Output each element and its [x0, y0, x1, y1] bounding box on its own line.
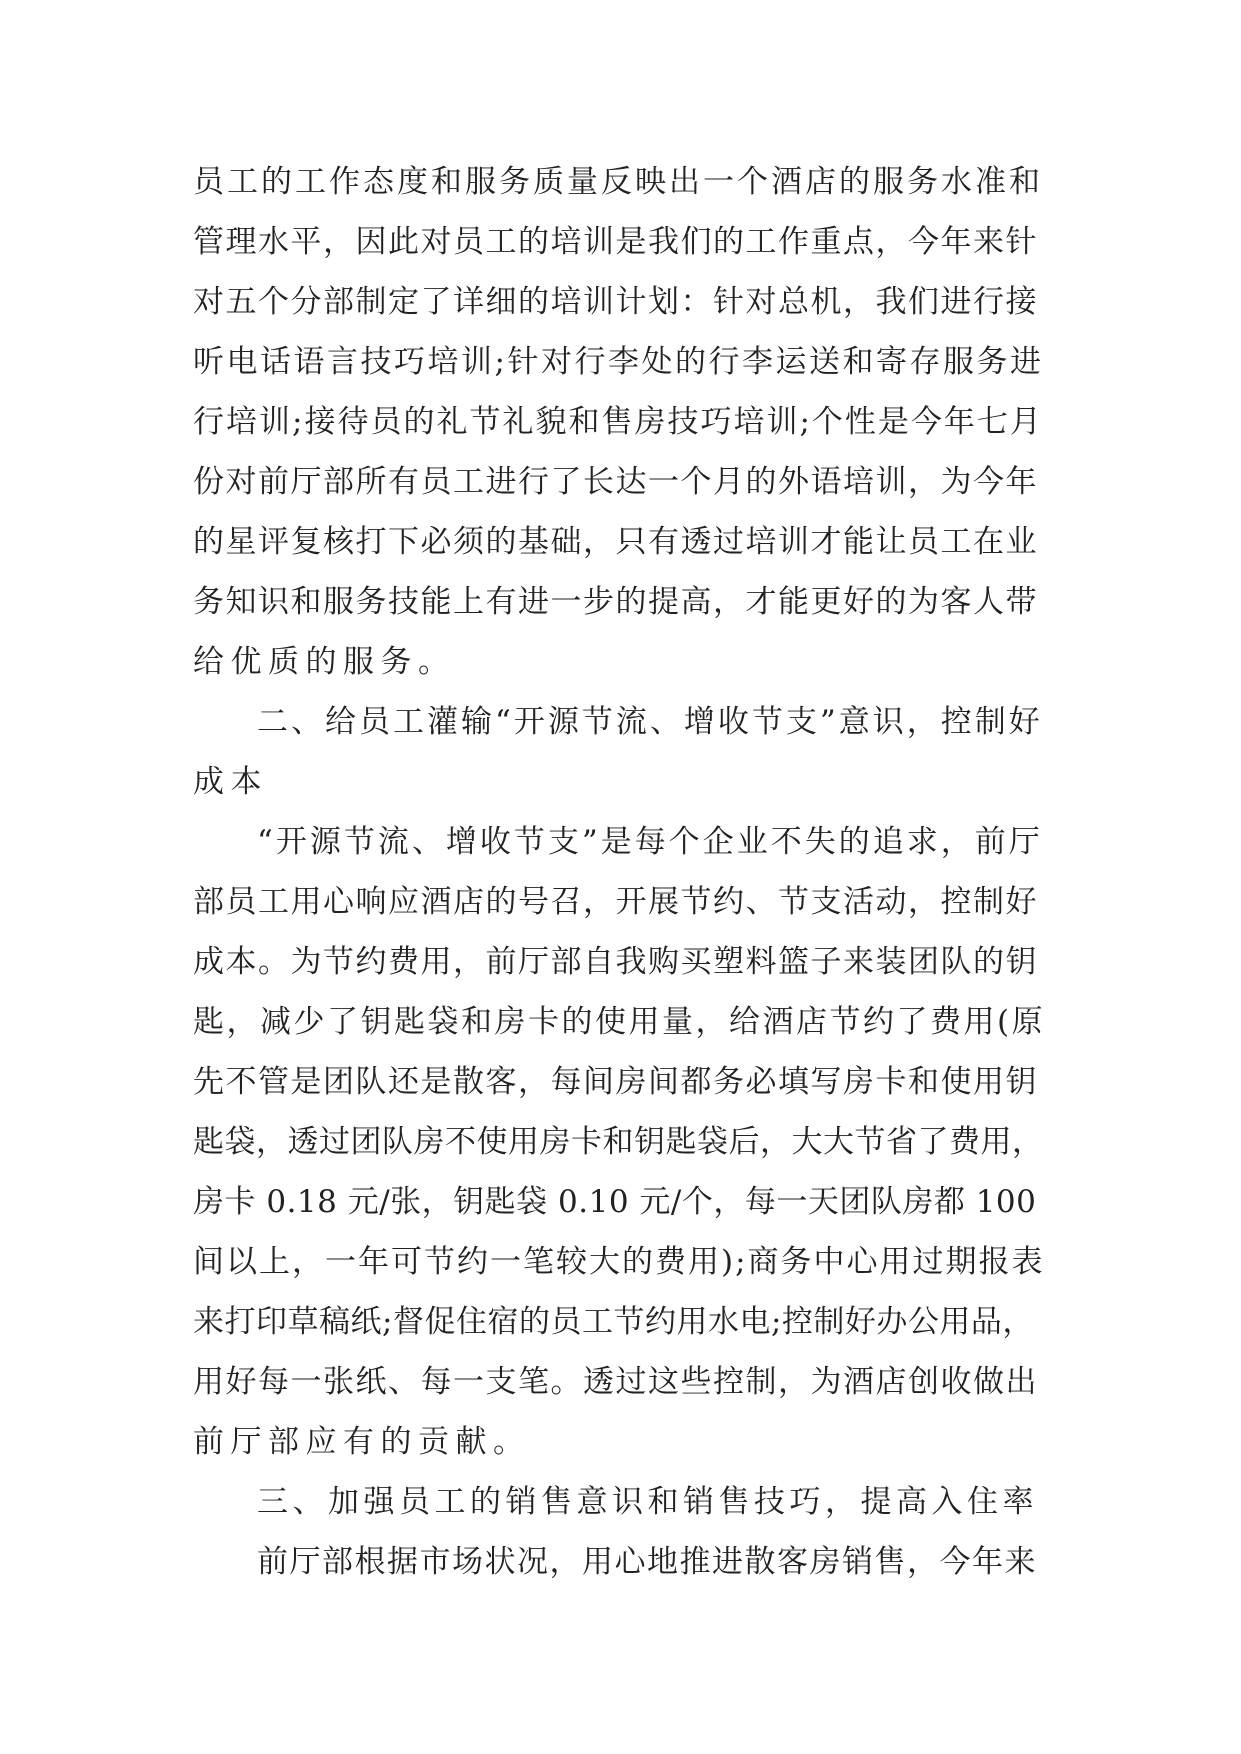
text-line: 前厅部根据市场状况，用心地推进散客房销售，今年来	[257, 1544, 1037, 1580]
section-heading: 三、加强员工的销售意识和销售技巧，提高入住率	[257, 1484, 1038, 1520]
text-line: 间以上，一年可节约一笔较大的费用);商务中心用过期报表	[193, 1244, 1045, 1280]
text-line: 对五个分部制定了详细的培训计划：针对总机，我们进行接	[193, 284, 1038, 320]
text-line: 份对前厅部所有员工进行了长达一个月的外语培训，为今年	[193, 464, 1038, 500]
text-line: 给优质的服务。	[193, 644, 456, 680]
text-line: 行培训;接待员的礼节礼貌和售房技巧培训;个性是今年七月	[193, 404, 1043, 440]
text-line: “开源节流、增收节支”是每个企业不失的追求，前厅	[257, 824, 1043, 860]
text-line: 成本。为节约费用，前厅部自我购买塑料篮子来装团队的钥	[193, 944, 1038, 980]
text-line: 匙，减少了钥匙袋和房卡的使用量，给酒店节约了费用(原	[193, 1004, 1046, 1040]
text-line: 管理水平，因此对员工的培训是我们的工作重点，今年来针	[193, 224, 1038, 260]
text-line: 部员工用心响应酒店的号召，开展节约、节支活动，控制好	[193, 884, 1038, 920]
text-line: 先不管是团队还是散客，每间房间都务必填写房卡和使用钥	[193, 1064, 1038, 1100]
section-heading: 二、给员工灌输“开源节流、增收节支”意识，控制好	[257, 704, 1043, 740]
text-line: 房卡 0.18 元/张，钥匙袋 0.10 元/个，每一天团队房都 100	[193, 1184, 1037, 1220]
text-line: 听电话语言技巧培训;针对行李处的行李运送和寄存服务进	[193, 344, 1044, 380]
text-line: 前厅部应有的贡献。	[193, 1424, 531, 1460]
text-line: 匙袋，透过团队房不使用房卡和钥匙袋后，大大节省了费用，	[193, 1124, 1044, 1160]
text-line: 的星评复核打下必须的基础，只有透过培训才能让员工在业	[193, 524, 1038, 560]
section-heading-continuation: 成本	[193, 764, 268, 800]
text-line: 用好每一张纸、每一支笔。透过这些控制，为酒店创收做出	[193, 1364, 1038, 1400]
text-line: 员工的工作态度和服务质量反映出一个酒店的服务水准和	[193, 164, 1043, 200]
text-line: 来打印草稿纸;督促住宿的员工节约用水电;控制好办公用品，	[193, 1304, 1034, 1340]
text-line: 务知识和服务技能上有进一步的提高，才能更好的为客人带	[193, 584, 1038, 620]
